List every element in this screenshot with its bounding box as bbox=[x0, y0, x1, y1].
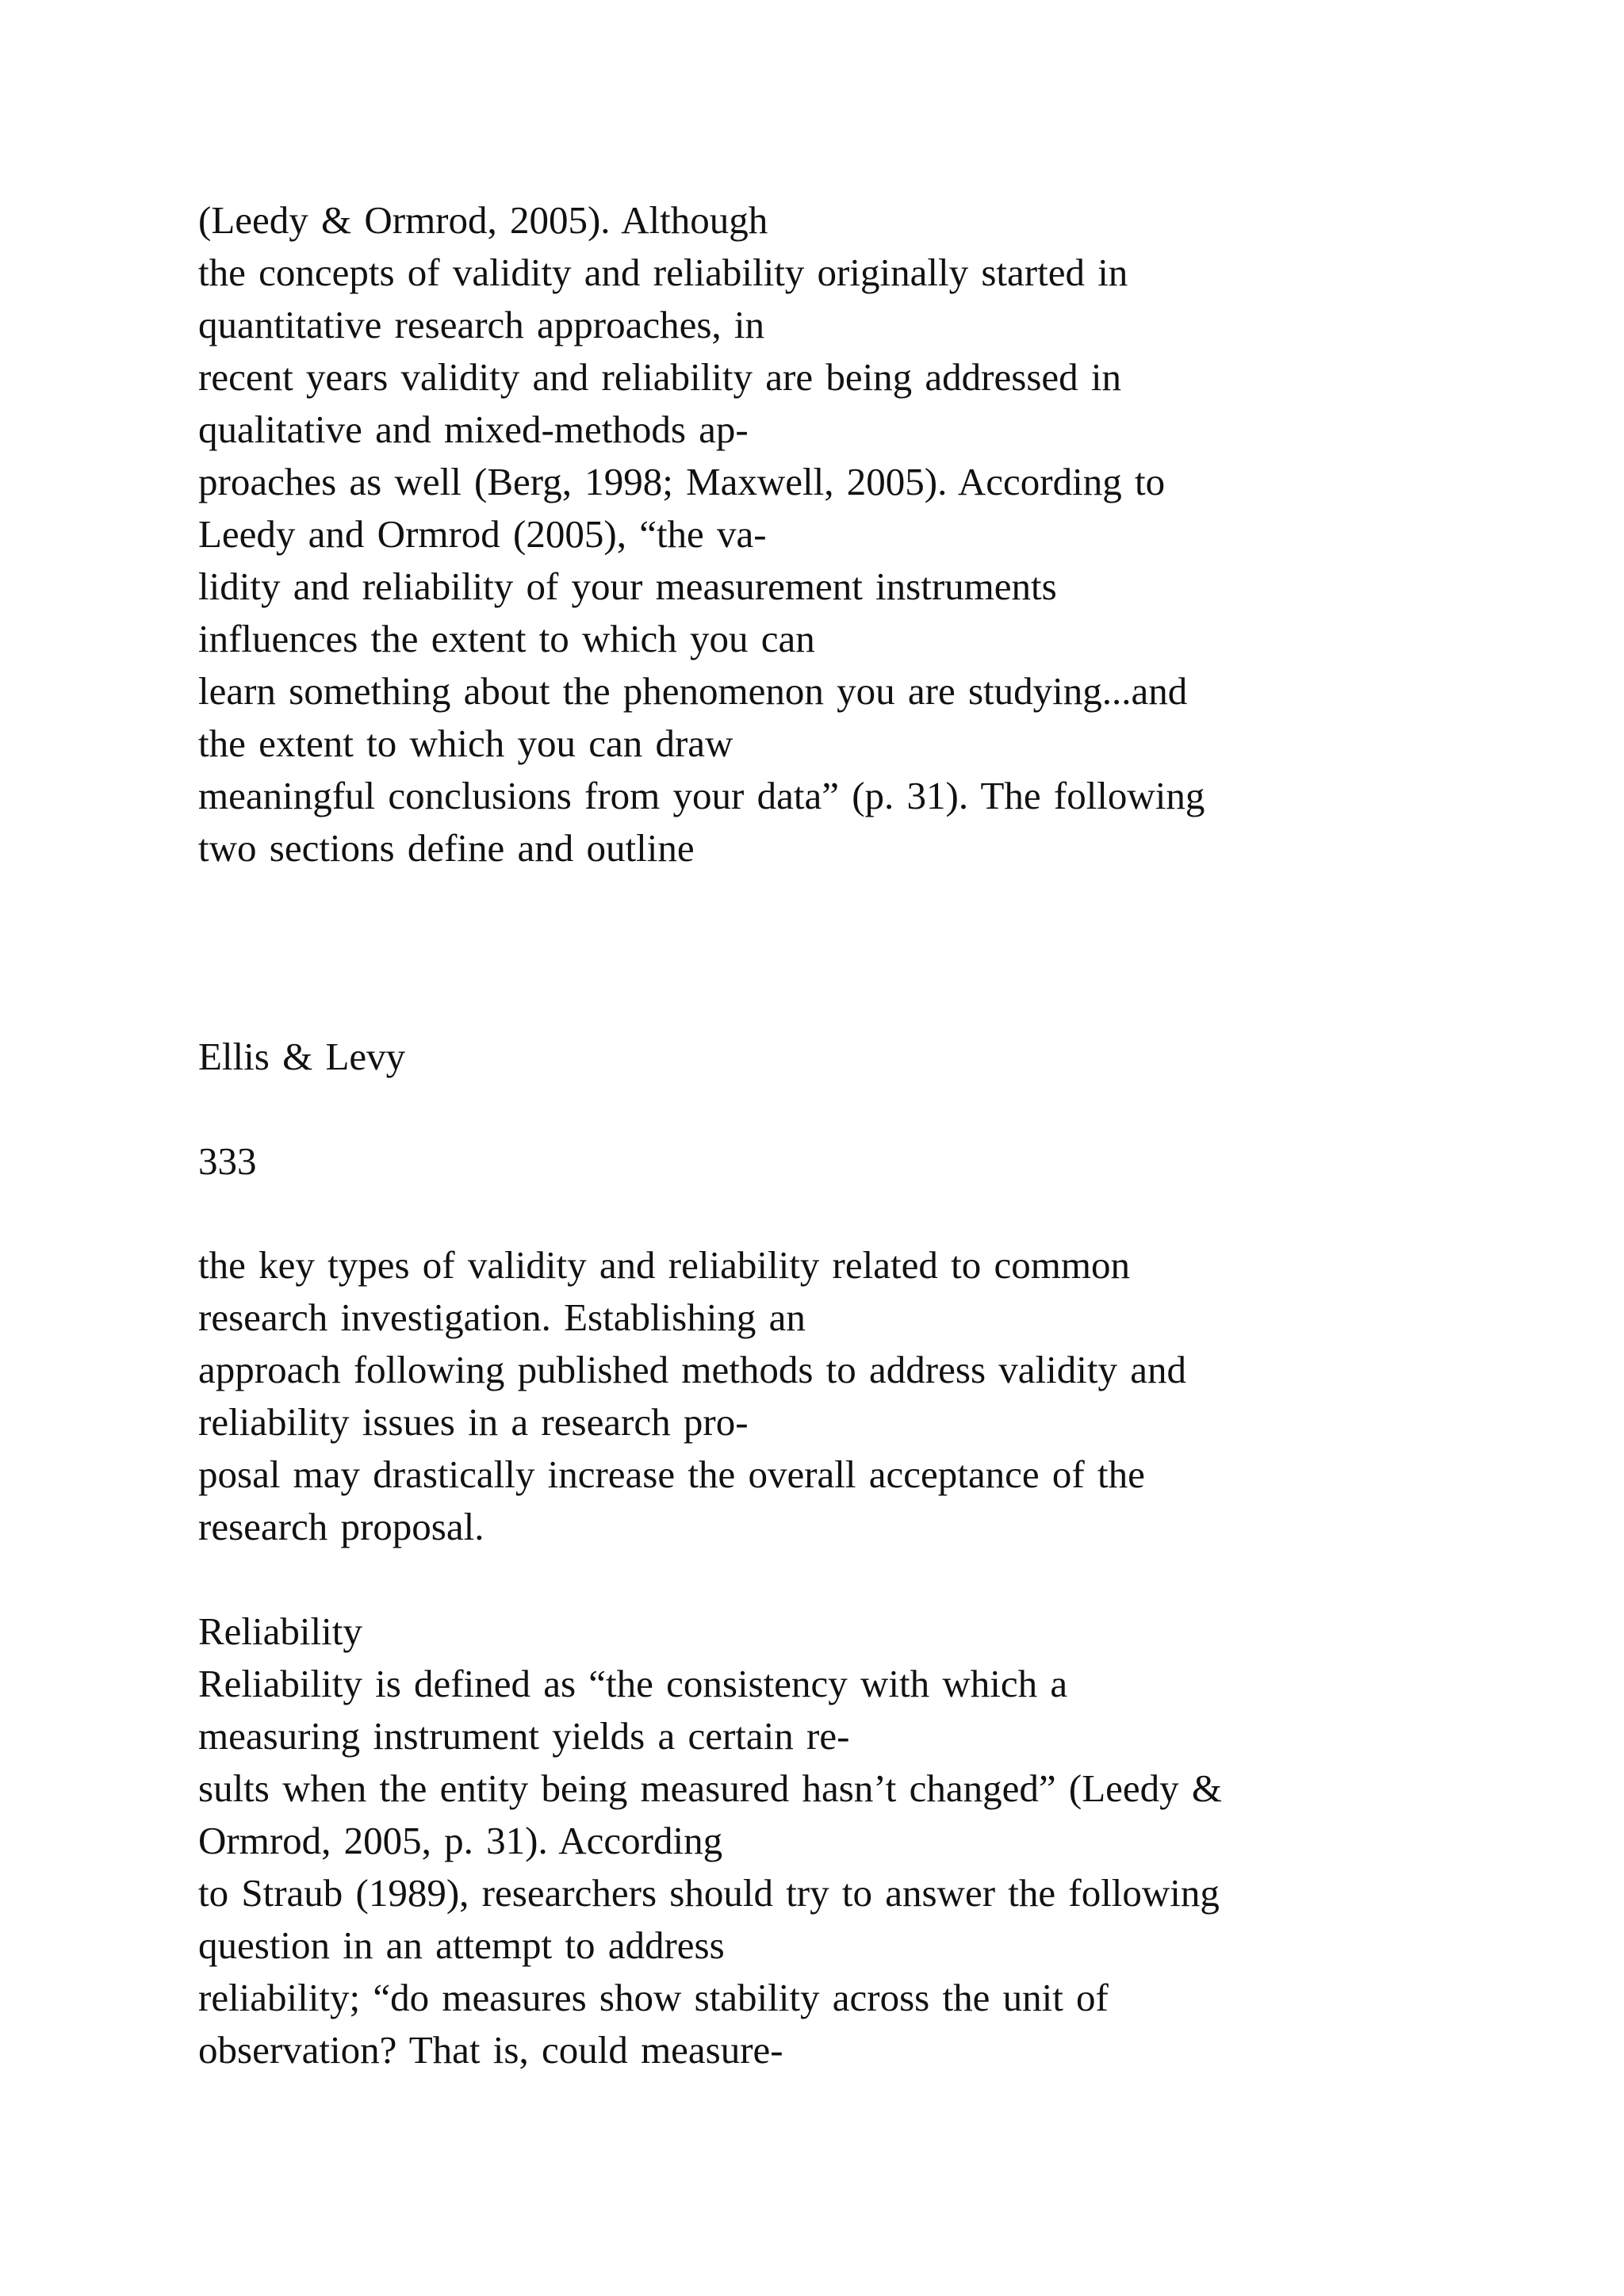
text-line: (Leedy & Ormrod, 2005). Although bbox=[198, 198, 768, 242]
text-line: measuring instrument yields a certain re- bbox=[198, 1714, 850, 1758]
text-line: the extent to which you can draw bbox=[198, 721, 733, 765]
text-line: Leedy and Ormrod (2005), “the va- bbox=[198, 512, 767, 556]
text-line: approach following published methods to address validity and bbox=[198, 1348, 1186, 1391]
text-line: reliability; “do measures show stability across the unit of bbox=[198, 1976, 1109, 2019]
text-line: research proposal. bbox=[198, 1505, 485, 1548]
text-line: lidity and reliability of your measurement instruments bbox=[198, 564, 1057, 608]
text-line: meaningful conclusions from your data” (p. 31). The following bbox=[198, 774, 1205, 817]
running-head: Ellis & Levy bbox=[198, 1035, 406, 1078]
text-line: two sections define and outline bbox=[198, 826, 695, 870]
text-line: Reliability is defined as “the consistency with which a bbox=[198, 1662, 1068, 1705]
text-line: Ormrod, 2005, p. 31). According bbox=[198, 1819, 723, 1862]
section-heading: Reliability bbox=[198, 1609, 362, 1653]
text-line: the concepts of validity and reliability originally started in bbox=[198, 251, 1128, 294]
text-line: quantitative research approaches, in bbox=[198, 303, 765, 346]
text-line: influences the extent to which you can bbox=[198, 617, 815, 660]
text-line: the key types of validity and reliability related to common bbox=[198, 1243, 1130, 1287]
text-line: observation? That is, could measure- bbox=[198, 2028, 783, 2072]
text-line: qualitative and mixed-methods ap- bbox=[198, 408, 749, 451]
text-line: question in an attempt to address bbox=[198, 1923, 725, 1967]
text-line: sults when the entity being measured hasn’t changed” (Leedy & bbox=[198, 1766, 1223, 1810]
text-line: research investigation. Establishing an bbox=[198, 1295, 806, 1339]
text-line: recent years validity and reliability are being addressed in bbox=[198, 355, 1122, 399]
page-number: 333 bbox=[198, 1139, 257, 1183]
text-line: to Straub (1989), researchers should try to answer the following bbox=[198, 1871, 1220, 1915]
text-line: proaches as well (Berg, 1998; Maxwell, 2005). According to bbox=[198, 460, 1166, 503]
text-line: reliability issues in a research pro- bbox=[198, 1400, 749, 1444]
text-line: learn something about the phenomenon you are studying...and bbox=[198, 669, 1188, 713]
text-line: posal may drastically increase the overall acceptance of the bbox=[198, 1452, 1145, 1496]
